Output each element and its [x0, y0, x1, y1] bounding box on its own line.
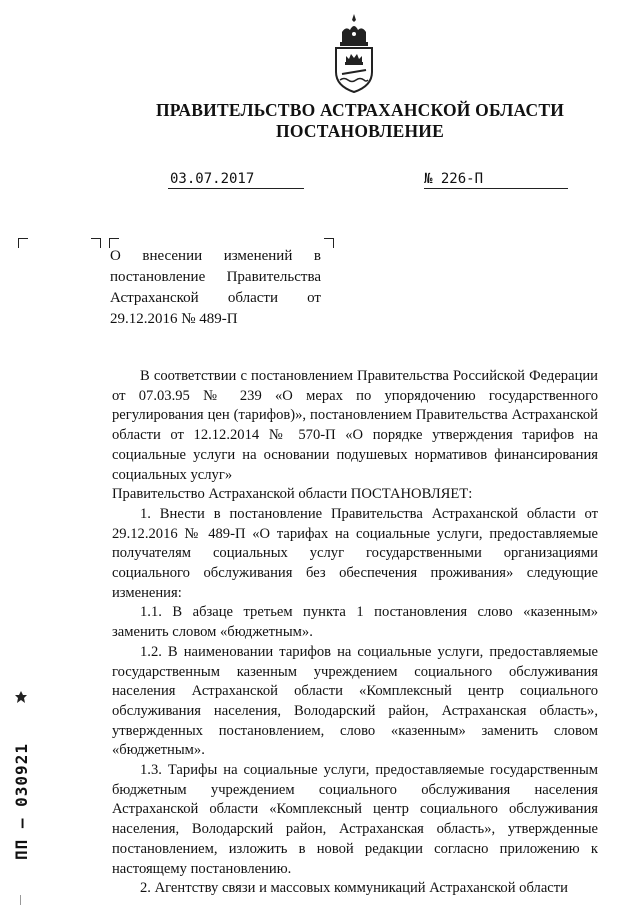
preamble-paragraph: В соответствии с постановлением Правительства Российской Федерации от 07.03.95 № 239 «О мерах по упорядочению государственного регулирования цен (тарифов)», постановлением Правительства Астраханской области от 12.12.2014 № 570-П «О порядке утверждения тарифов на социальные услуги на основании подушевых нормативов финансирования социальных услуг»: [112, 368, 598, 483]
body-paragraph: 1.3. Тарифы на социальные услуги, предоставляемые государственным бюджетным учреждением социального обслуживания населения Астраханской области «Комплексный центр социального обслуживания населения, Володарский район, Астраханская область», утвержденные постановлением, изложить в новой редакции согласно приложению к настоящему постановлению.: [112, 762, 598, 877]
document-type: ПОСТАНОВЛЕНИЕ: [276, 121, 444, 141]
subject-text: О внесении изменений в постановление Правительства Астраханской области от 29.12.2016 № 489-П: [110, 248, 321, 327]
corner-mark: [18, 238, 28, 248]
body-paragraph: 1. Внести в постановление Правительства Астраханской области от 29.12.2016 № 489-П «О тарифах на социальные услуги, предоставляемые получателям социальных услуг государственными организациями социального обслуживания без обеспечения проживания» следующие изменения:: [112, 505, 598, 601]
document-number: 226-П: [440, 171, 484, 187]
number-prefix: №: [424, 171, 433, 187]
document-body: [112, 367, 598, 899]
body-paragraph: 2. Агентству связи и массовых коммуникаций Астраханской области: [140, 880, 568, 897]
side-stamp-text: ПП – 030921: [12, 743, 31, 860]
margin-mark: [20, 895, 21, 905]
coat-of-arms-icon: [328, 12, 380, 94]
government-title: ПРАВИТЕЛЬСТВО АСТРАХАНСКОЙ ОБЛАСТИ: [155, 100, 565, 120]
side-registration-stamp: [8, 690, 38, 860]
document-number-field: [424, 170, 568, 189]
body-paragraph: 1.2. В наименовании тарифов на социальные услуги, предоставляемые государственным казенным учреждением социального обслуживания населения Астраханской области «Комплексный центр социального обслуживания населения, Володарский район, Астраханская область», утвержденных постановлением, слово «казенным» заменить словом «бюджетным».: [112, 643, 598, 759]
document-subject: [110, 246, 321, 330]
corner-mark: [324, 238, 334, 248]
resolution-paragraph: Правительство Астраханской области ПОСТАНОВЛЯЕТ:: [112, 486, 473, 503]
body-paragraph: 1.1. В абзаце третьем пункта 1 постановления слово «казенным» заменить словом «бюджетным».: [112, 604, 598, 641]
document-date: 03.07.2017: [168, 170, 304, 189]
corner-mark: [91, 238, 101, 248]
